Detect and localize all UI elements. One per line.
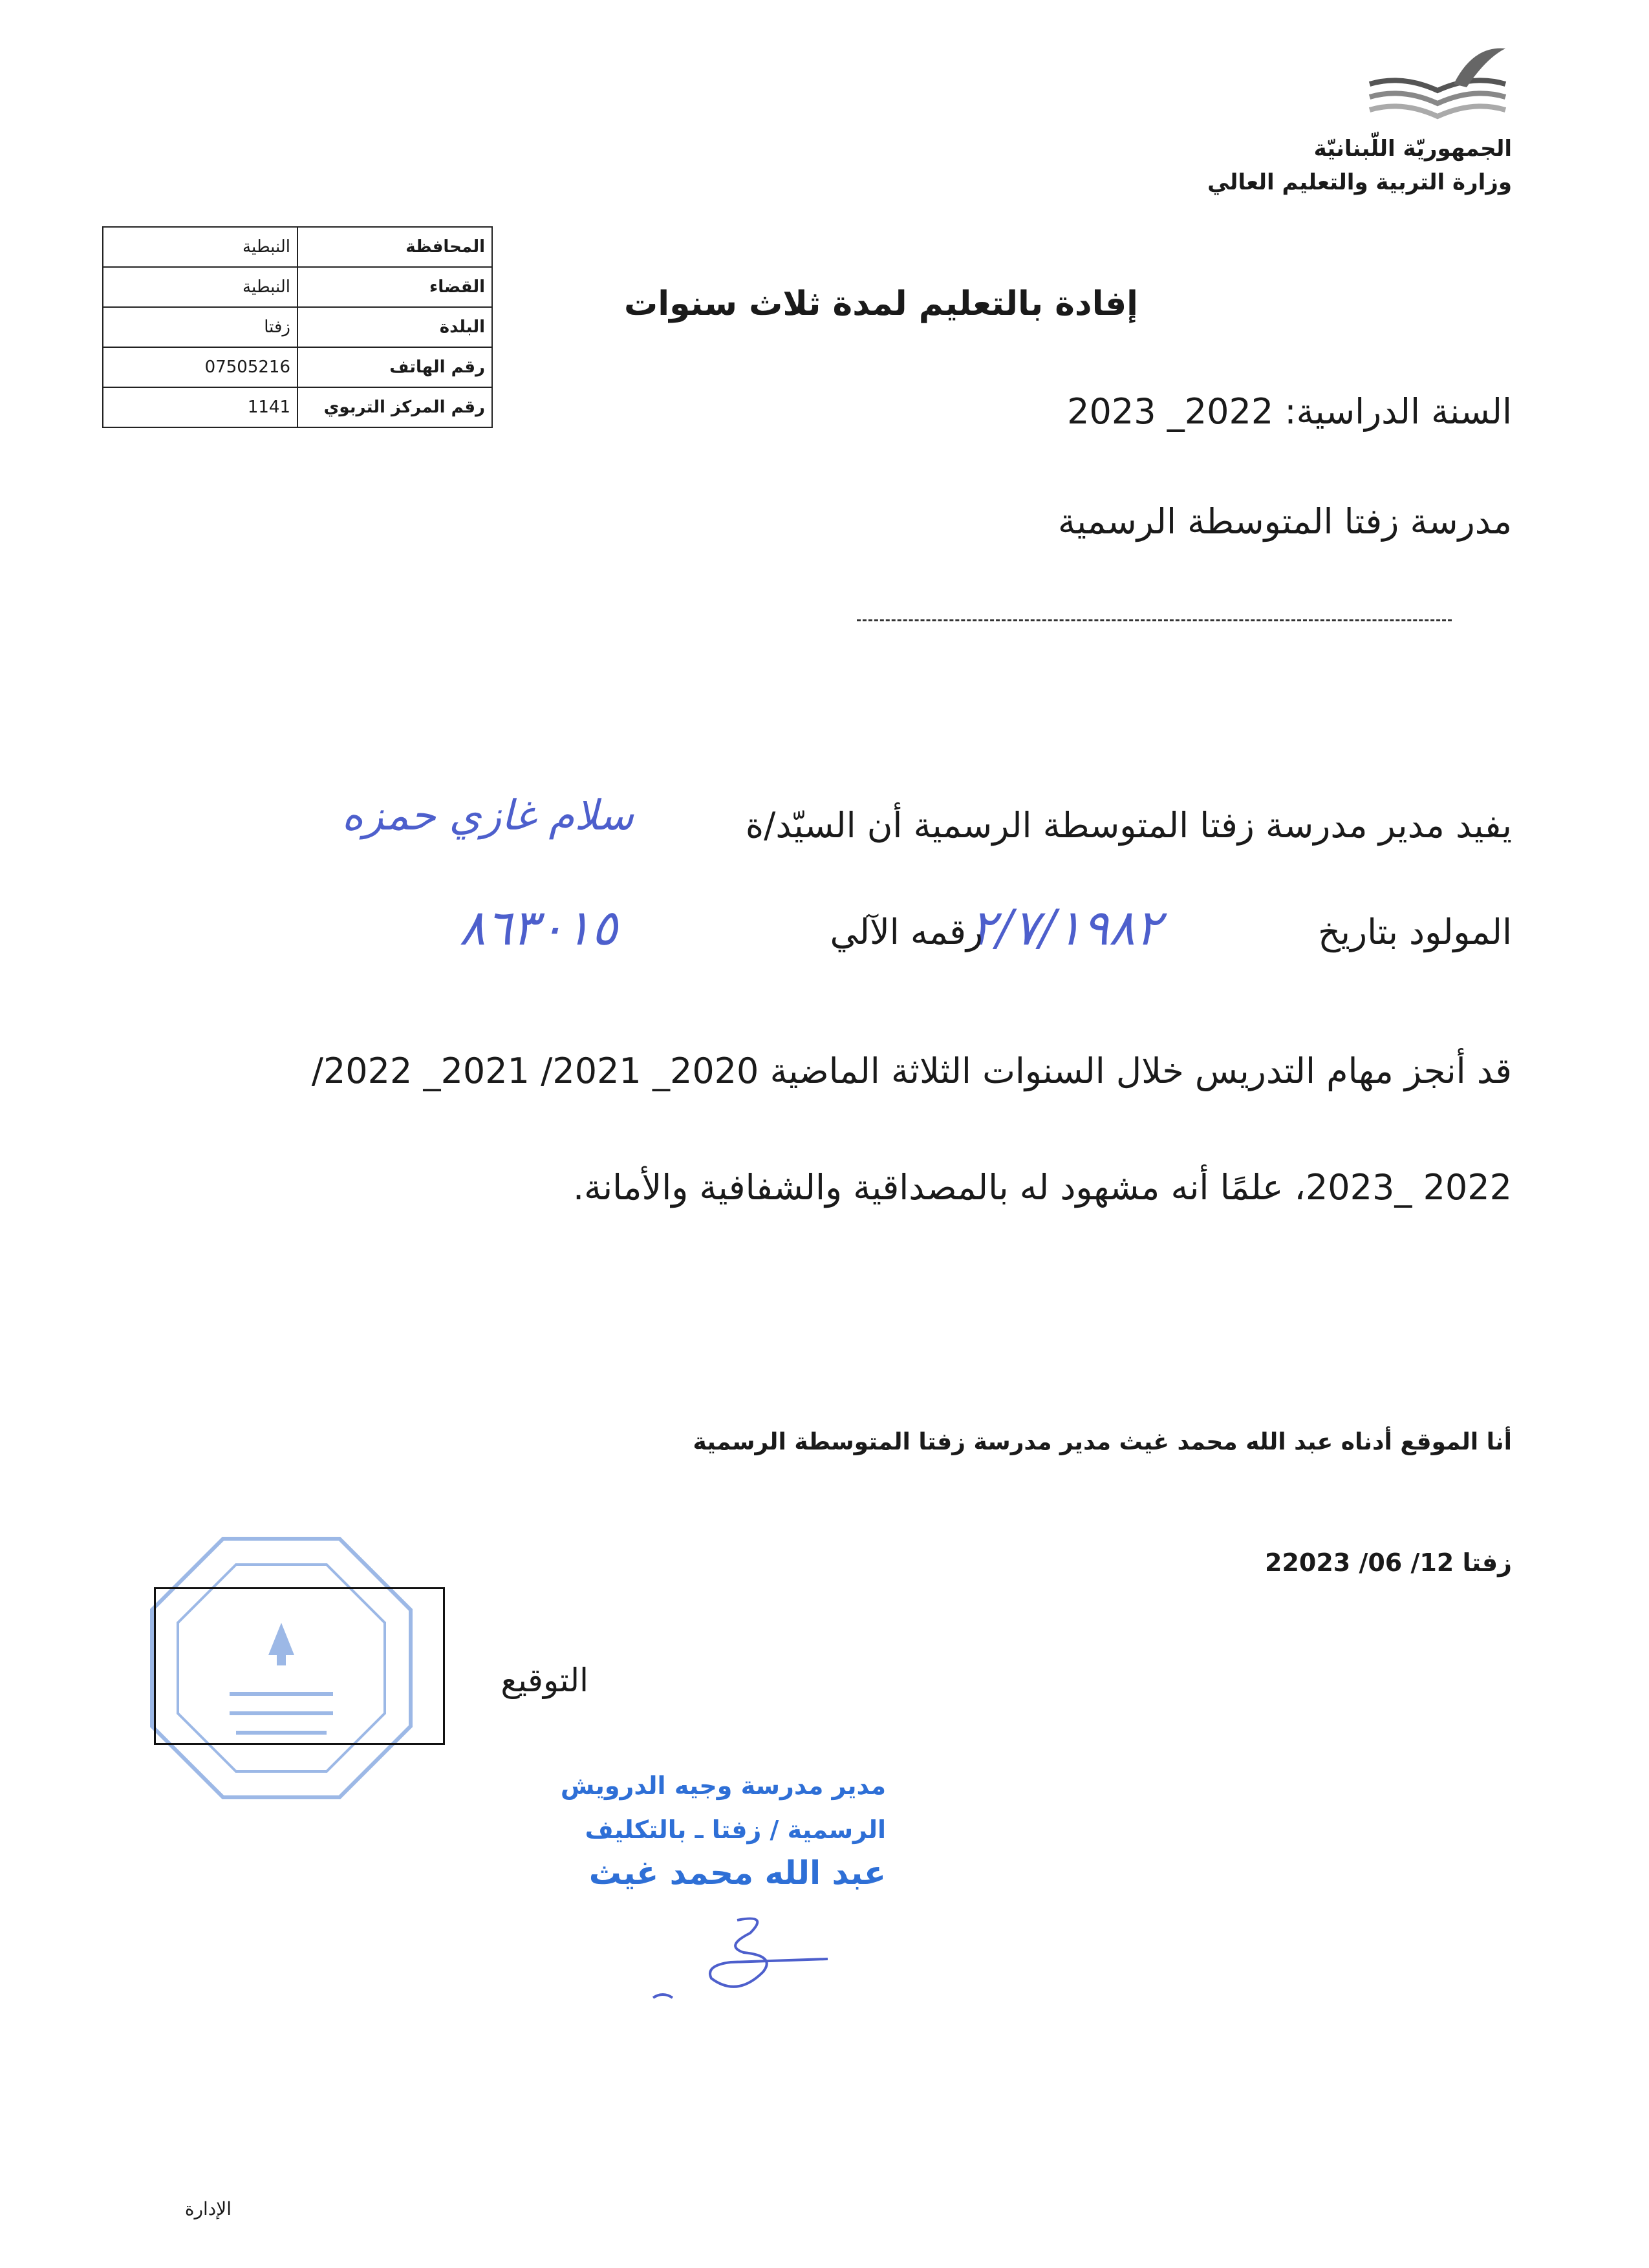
ministry-logo-icon	[1363, 39, 1512, 136]
signature-label: التوقيع	[501, 1662, 588, 1699]
declaration: أنا الموقع أدناه عبد الله محمد غيث مدير مدرسة زفتا المتوسطة الرسمية	[693, 1429, 1512, 1455]
table-value: 1141	[103, 387, 297, 427]
table-value: النبطية	[103, 267, 297, 307]
table-label: البلدة	[297, 307, 492, 347]
academic-year: السنة الدراسية: 2022_ 2023	[1067, 391, 1512, 432]
table-value: زفتا	[103, 307, 297, 347]
document-title: إفادة بالتعليم لمدة ثلاث سنوات	[623, 284, 1138, 323]
header-ministry: وزارة التربية والتعليم العالي	[1207, 169, 1512, 195]
handwritten-name: سلام غازي حمزه	[341, 792, 634, 840]
table-value: 07505216	[103, 347, 297, 387]
table-row	[103, 227, 492, 267]
footer-administration: الإدارة	[184, 2198, 232, 2220]
principal-stamp-name: عبد الله محمد غيث	[588, 1854, 886, 1892]
body-dob-label: المولود بتاريخ	[1318, 912, 1512, 952]
body-line-1: يفيد مدير مدرسة زفتا المتوسطة الرسمية أن السيّد/ة	[745, 805, 1512, 846]
table-label: القضاء	[297, 267, 492, 307]
body-id-label: رقمه الآلي	[830, 912, 983, 952]
header-republic: الجمهوريّة اللّبنانيّة	[1313, 136, 1512, 162]
handwritten-dob: ٢/٧/١٩٨٢	[970, 899, 1162, 956]
table-row	[103, 387, 492, 427]
dashed-divider	[857, 619, 1452, 621]
principal-stamp-line-1: مدير مدرسة وجيه الدرويش	[560, 1771, 886, 1800]
body-line-3: قد أنجز مهام التدريس خلال السنوات الثلاثة الماضية 2020_ 2021/ 2021_ 2022/	[311, 1051, 1512, 1091]
handwritten-signature-icon	[647, 1907, 841, 2011]
table-label: رقم الهاتف	[297, 347, 492, 387]
date-line: زفتا 12/ 06/ 22023	[1265, 1548, 1512, 1577]
table-value: النبطية	[103, 227, 297, 267]
body-line-4: 2022 _2023، علمًا أنه مشهود له بالمصداقية والشفافية والأمانة.	[572, 1167, 1512, 1208]
school-info-table	[102, 226, 493, 428]
table-label: المحافظة	[297, 227, 492, 267]
table-label: رقم المركز التربوي	[297, 387, 492, 427]
school-name: مدرسة زفتا المتوسطة الرسمية	[1058, 501, 1512, 542]
principal-stamp-line-2: الرسمية / زفتا ـ بالتكليف	[585, 1815, 886, 1844]
handwritten-id-number: ٨٦٣٠١٥	[459, 899, 618, 956]
table-row	[103, 347, 492, 387]
